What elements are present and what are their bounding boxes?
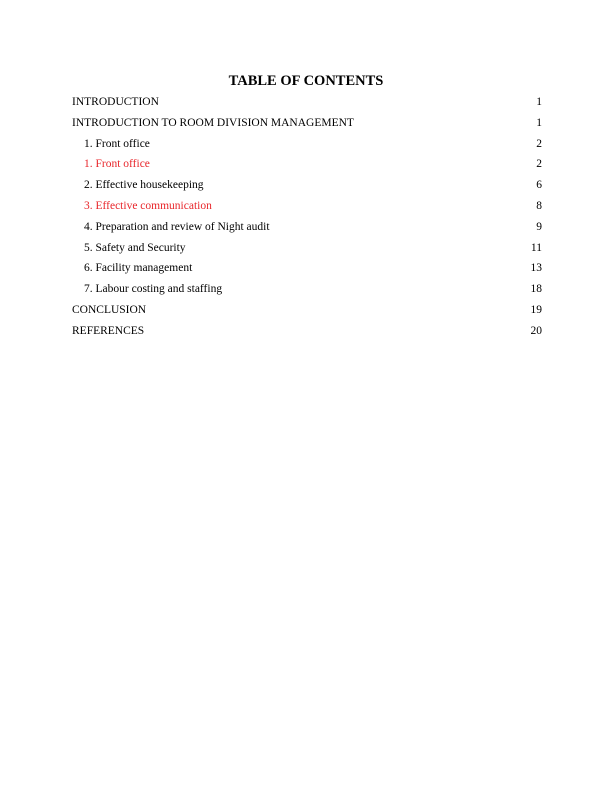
toc-entry-safety-security[interactable] [72,241,542,262]
toc-entry-text: INTRODUCTION TO ROOM DIVISION MANAGEMENT [72,116,354,129]
toc-entry-text: 1. Front office [84,137,150,150]
toc-entry-text: 4. Preparation and review of Night audit [84,220,270,233]
toc-entry-page-number: 2 [536,158,542,171]
toc-entry-page-number: 6 [536,179,542,192]
toc-entry-text: 2. Effective housekeeping [84,179,204,192]
toc-entry-facility-management[interactable] [72,261,542,282]
toc-entry-page-number: 19 [530,303,542,316]
toc-entry-page-number: 18 [530,283,542,296]
toc-entry-page-number: 9 [536,220,542,233]
toc-entry-room-division[interactable] [72,116,542,137]
toc-entry-page-number: 2 [536,137,542,150]
toc-entry-text: INTRODUCTION [72,96,159,108]
toc-entry-page-number: 20 [530,324,542,337]
toc-entry-page-number: 1 [536,116,542,129]
toc-list [72,95,542,345]
toc-entry-introduction[interactable] [72,95,542,116]
toc-entry-front-office-highlighted[interactable] [72,157,542,178]
toc-title: TABLE OF CONTENTS [228,73,384,89]
toc-entry-text: REFERENCES [72,324,145,337]
toc-entry-text: 3. Effective communication [84,199,212,212]
toc-entry-communication[interactable] [72,199,542,220]
toc-entry-text: 6. Facility management [84,262,193,275]
toc-entry-night-audit[interactable] [72,220,542,241]
toc-entry-references[interactable] [72,324,542,345]
toc-entry-page-number: 13 [530,262,542,275]
toc-entry-housekeeping[interactable] [72,178,542,199]
toc-entry-text: 1. Front office [84,158,150,171]
toc-entry-page-number: 1 [536,96,542,108]
toc-entry-text: CONCLUSION [72,303,147,316]
toc-entry-page-number: 11 [530,241,542,254]
toc-entry-text: 5. Safety and Security [84,241,186,254]
toc-entry-conclusion[interactable] [72,303,542,324]
toc-entry-text: 7. Labour costing and staffing [84,283,223,296]
toc-entry-front-office[interactable] [72,137,542,158]
toc-entry-labour-costing[interactable] [72,282,542,303]
toc-entry-page-number: 8 [536,199,542,212]
